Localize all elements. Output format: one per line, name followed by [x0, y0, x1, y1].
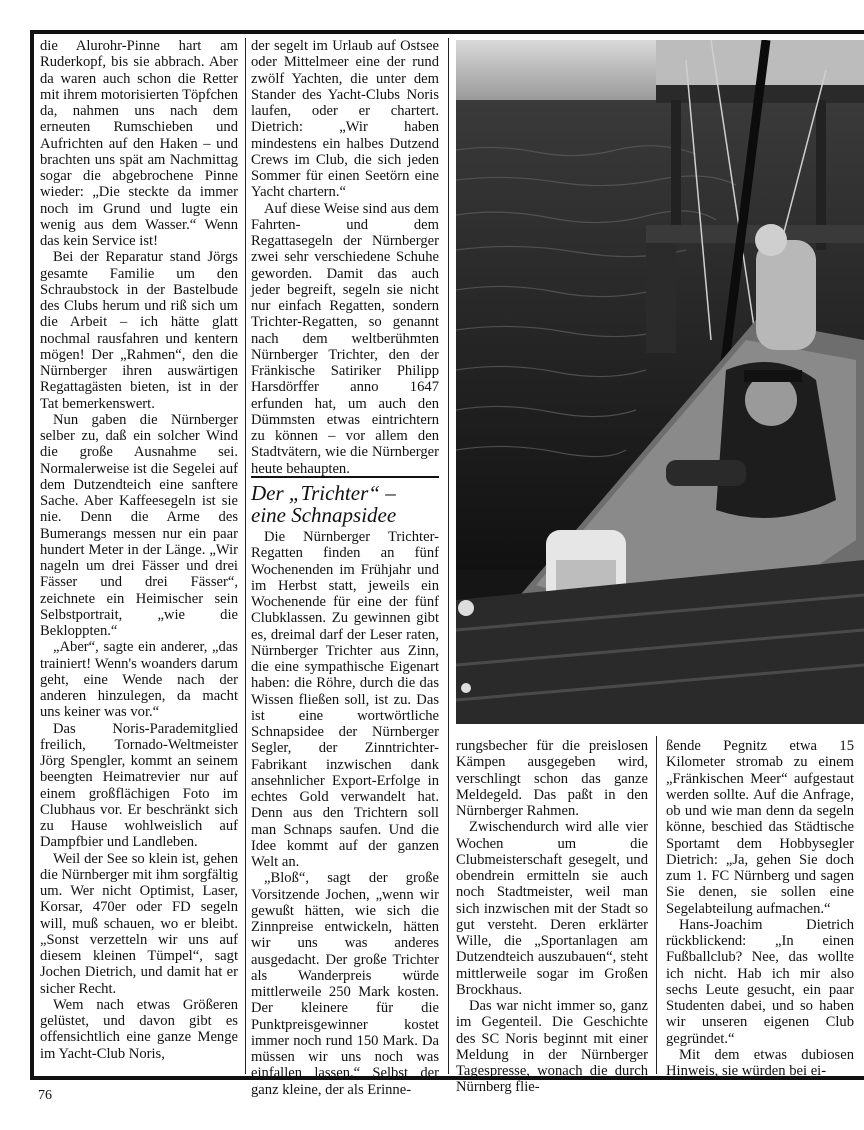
paragraph: Wem nach etwas Größeren gelüstet, und davon gibt es offensichtlich eine ganze Menge im Yacht-Club Noris, — [40, 996, 238, 1062]
paragraph: Das war nicht immer so, ganz im Gegenteil. Die Geschichte des SC Noris beginnt mit einer Meldung in der Nürnberger Tagespresse, wonach die durch Nürnberg flie- — [456, 998, 648, 1096]
sailing-boat-photo — [456, 40, 864, 724]
photo-illustration — [456, 40, 864, 724]
page-number: 76 — [38, 1088, 52, 1103]
paragraph: Auf diese Weise sind aus dem Fahrten- und dem Regattasegeln der Nürnberger zwei sehr verschiedene Schuhe geworden. Damit das auch jeder begreift, segeln sie nicht nur einfach Regatten, sondern Trichter-Regatten, so genannt nach dem weltberühmten Nürnberger Trichter, den der Fränkische Satiriker Philipp Harsdörffer anno 1647 erfunden hat, um auch den Dümmsten etwas eintrichtern zu können – vor allem den Stadtvätern, wie die Nürnberger heute behaupten. — [251, 200, 439, 477]
paragraph: Die Nürnberger Trichter-Regatten finden an fünf Wochenenden im Frühjahr und im Herbst statt, jeweils ein Wochenende für eine der fünf Clubklassen. Zu gewinnen gibt es, dreimal darf der Leser raten, Nürnberger Trichter aus Zinn, die eine sympathische Eigenart haben: die Röhre, durch die das Wissen fließen soll, ist zu. Das ist eine wortwörtliche Schnapsidee der Nürnberger Segler, der Zinntrichter-Fabrikant inzwischen dank ansehnlicher Export-Erfolge in echtes Gold verwandelt hat. Denn aus den Trichtern soll man Schnaps saufen. Und die Idee kommt auf der ganzen Welt an. — [251, 529, 439, 870]
paragraph: Weil der See so klein ist, gehen die Nürnberger mit ihm sorgfältig um. Wer nicht Optimist, Laser, Korsar, 470er oder FD segeln will, muß schauen, wo er bleibt. „Sonst verzetteln wir uns auf diesem kleinen Tümpel“, sagt Jochen Dietrich, und damit hat er sicher Recht. — [40, 850, 238, 997]
text-column-1 — [40, 38, 238, 1062]
paragraph: der segelt im Urlaub auf Ostsee oder Mittelmeer eine der rund zwölf Yachten, die unter dem Stander des Yacht-Clubs Noris laufen, oder er chartert. Dietrich: „Wir haben mindestens ein halbes Dutzend Crews im Club, die sich jeden Sommer für einen Seetörn eine Yacht chartern.“ — [251, 38, 439, 201]
paragraph: die Alurohr-Pinne hart am Ruderkopf, bis sie abbrach. Aber da waren auch schon die Retter mit ihrem motorisierten Töpfchen da, nahmen uns nach dem erneuten Rumschieben und Aufrichten auf den Haken – und brachten uns spät am Nachmittag sogar die abgebrochene Pinne wieder: „Die steckte da immer noch im Grund und lugte ein wenig aus dem Wasser.“ Wenn das kein Service ist! — [40, 38, 238, 249]
paragraph: Hans-Joachim Dietrich rückblickend: „In einen Fußballclub? Nee, das wollte ich nicht. Hab ich mir also sechs Leute gesucht, ein paar Studenten dabei, und so haben wir unseren eigenen Club gegründet.“ — [666, 916, 854, 1047]
paragraph: ßende Pegnitz etwa 15 Kilometer stromab zu einem „Fränkischen Meer“ aufgestaut werden sollte. Auf die Anfrage, ob und wie man denn da segeln könne, beschied das Städtische Sportamt dem Hobbysegler Dietrich: „Ja, gehen Sie doch zum 1. FC Nürnberg und sagen Sie denen, sie sollen eine Segelabteilung aufmachen.“ — [666, 738, 854, 917]
column-rule — [245, 38, 246, 1074]
subheading-line-1: Der „Trichter“ – — [251, 481, 396, 505]
paragraph: rungsbecher für die preislosen Kämpen ausgegeben wird, verschlingt schon das ganze Meldegeld. Das paßt in den Nürnberger Rahmen. — [456, 738, 648, 819]
text-column-2 — [251, 38, 439, 477]
paragraph: Zwischendurch wird alle vier Wochen um die Clubmeisterschaft gesegelt, und obendrein ermitteln sie auch noch Stadtmeister, weil man sich inzwischen mit der Stadt so gut versteht. Deren erklärter Wille, die „Sportanlagen am Dutzendteich auszubauen“, steht mittlerweile sogar im Großen Brockhaus. — [456, 819, 648, 998]
subheading — [251, 476, 439, 526]
paragraph: Bei der Reparatur stand Jörgs gesamte Familie um den Schraubstock in der Bastelbude des Clubs herum und riß sich um die Arbeit – ich hätte glatt nochmal rausfahren und kentern mögen! Der „Rahmen“, den die Nürnberger ihren auswärtigen Regattagästen bieten, ist in der Tat bemerkenswert. — [40, 249, 238, 412]
paragraph: Nun gaben die Nürnberger selber zu, daß ein solcher Wind die große Ausnahme sei. Normalerweise ist die Segelei auf dem Dutzendteich eine sanftere Sache. Aber Kaffeesegeln ist sie nie. Denn die Arme des Bumerangs messen nur ein paar hundert Meter in der Länge. „Wir nageln um drei Fässer und drei Fässer und drei Fässer“, zeichnete ein Heimischer sein Selbstportrait, „wie die Bekloppten.“ — [40, 411, 238, 639]
paragraph: Mit dem etwas dubiosen Hinweis, sie würden bei ei- — [666, 1046, 854, 1079]
text-column-4 — [666, 738, 854, 1079]
text-column-2-continued — [251, 529, 439, 1098]
column-rule — [448, 38, 449, 1074]
subheading-line-2: eine Schnapsidee — [251, 503, 397, 527]
text-column-3 — [456, 738, 648, 1096]
column-rule — [656, 736, 657, 1074]
paragraph: „Bloß“, sagt der große Vorsitzende Jochen, „wenn wir gewußt hätten, wie sich die Zinnpreise entwickeln, hätten wir uns was anderes ausgedacht. Der große Trichter als Wanderpreis würde mittlerweile 250 Mark kosten. Der kleinere für die Punktpreisgewinner kostet immer noch rund 150 Mark. Da müssen wir uns noch was einfallen lassen.“ Selbst der ganz kleine, der als Erinne- — [251, 870, 439, 1098]
paragraph: Das Noris-Parademitglied freilich, Tornado-Weltmeister Jörg Spengler, kommt an seinem beengten Heimatrevier nur auf einem großflächigen Foto im Clubhaus vor. Er beschränkt sich zu Hause wohlweislich auf Dampfbier und Landleben. — [40, 720, 238, 851]
paragraph: „Aber“, sagte ein anderer, „das trainiert! Wenn's woanders darum geht, eine Wende nach der anderen hinzulegen, da macht uns keiner was vor.“ — [40, 639, 238, 721]
